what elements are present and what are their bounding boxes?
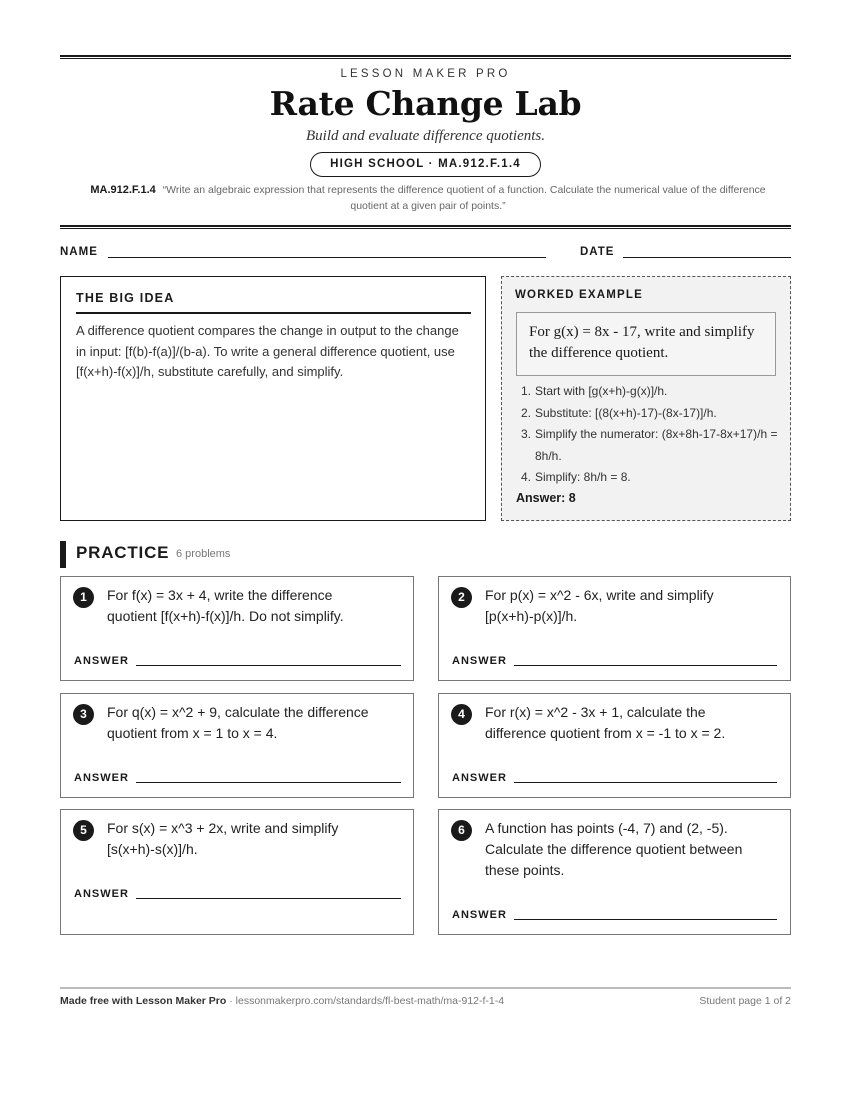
name-label: NAME [60,246,98,258]
standard-description [78,182,778,214]
worked-step: 1. Start with [g(x+h)-g(x)]/h. [521,384,668,398]
answer-field-2[interactable] [514,665,777,666]
problem-card-1 [60,576,414,681]
footer-rule [60,987,791,989]
answer-label: ANSWER [74,772,129,784]
worked-example-steps [516,381,781,489]
problem-number-badge: 2 [451,587,472,608]
worksheet-page [60,0,791,1100]
worked-example-answer: Answer: 8 [516,491,576,505]
practice-heading: PRACTICE [76,543,170,562]
problem-text: For q(x) = x^2 + 9, calculate the difference quotient from x = 1 to x = 4. [107,704,369,741]
header-bottom-rule [60,225,791,229]
problem-card-3 [60,693,414,798]
problem-text: For s(x) = x^3 + 2x, write and simplify [s(x+h)-s(x)]/h. [107,820,339,857]
big-idea-divider [76,312,471,314]
answer-field-3[interactable] [136,782,401,783]
header-top-rule [60,55,791,59]
footer-credit [60,995,504,1007]
problem-text: For p(x) = x^2 - 6x, write and simplify [p(x+h)-p(x)]/h. [485,587,714,624]
date-field[interactable] [623,257,791,258]
problem-text: For f(x) = 3x + 4, write the difference quotient [f(x+h)-f(x)]/h. Do not simplify. [107,587,344,624]
answer-field-5[interactable] [136,898,401,899]
problem-card-5 [60,809,414,935]
worked-example-heading: WORKED EXAMPLE [515,289,643,301]
date-label: DATE [580,246,615,258]
problem-text: For r(x) = x^2 - 3x + 1, calculate the difference quotient from x = -1 to x = 2. [485,704,726,741]
problem-number-badge: 6 [451,820,472,841]
standard-code: MA.912.F.1.4 [90,184,156,196]
problem-number-badge: 4 [451,704,472,725]
standard-text: “Write an algebraic expression that represents the difference quotient of a function. Calculate the numerical value of the difference quotient at a given pair of points.” [162,184,766,212]
answer-label: ANSWER [452,655,507,667]
footer-url[interactable]: · lessonmakerpro.com/standards/fl-best-math/ma-912-f-1-4 [226,995,505,1007]
worked-example-prompt: For g(x) = 8x - 17, write and simplify the difference quotient. [516,312,776,376]
practice-accent-bar [60,541,66,568]
worked-step: 2. Substitute: [(8(x+h)-17)-(8x-17)]/h. [521,405,717,420]
answer-label: ANSWER [452,772,507,784]
problem-number-badge: 5 [73,820,94,841]
level-badge: HIGH SCHOOL · MA.912.F.1.4 [310,152,541,177]
footer-page-number: Student page 1 of 2 [699,995,791,1007]
problem-card-2 [438,576,791,681]
problem-text: A function has points (-4, 7) and (2, -5). Calculate the difference quotient between these points. [485,820,743,878]
answer-field-4[interactable] [514,782,777,783]
problem-card-6 [438,809,791,935]
problem-card-4 [438,693,791,798]
name-field[interactable] [108,257,546,258]
answer-label: ANSWER [74,888,129,900]
big-idea-text: A difference quotient compares the change in output to the change in input: [f(b)-f(a)]/(b-a). To write a general difference quotient, use [f(x+h)-f(x)]/h, substitute carefully, and simplify. [76,323,459,379]
answer-field-6[interactable] [514,919,777,920]
problem-number-badge: 3 [73,704,94,725]
page-title: Rate Change Lab [269,84,582,123]
problem-number-badge: 1 [73,587,94,608]
page-subtitle: Build and evaluate difference quotients. [306,128,545,144]
footer-made-with: Made free with Lesson Maker Pro [60,995,227,1007]
brand-name: LESSON MAKER PRO [340,68,511,80]
answer-label: ANSWER [74,655,129,667]
big-idea-box [60,276,486,521]
worked-step: 3. Simplify the numerator: (8x+8h-17-8x+17)/h = 8h/h. [521,427,778,463]
answer-field-1[interactable] [136,665,401,666]
practice-count: 6 problems [176,548,231,560]
big-idea-heading: THE BIG IDEA [76,291,175,305]
worked-step: 4. Simplify: 8h/h = 8. [521,470,631,484]
answer-label: ANSWER [452,909,507,921]
worked-example-box [501,276,791,521]
